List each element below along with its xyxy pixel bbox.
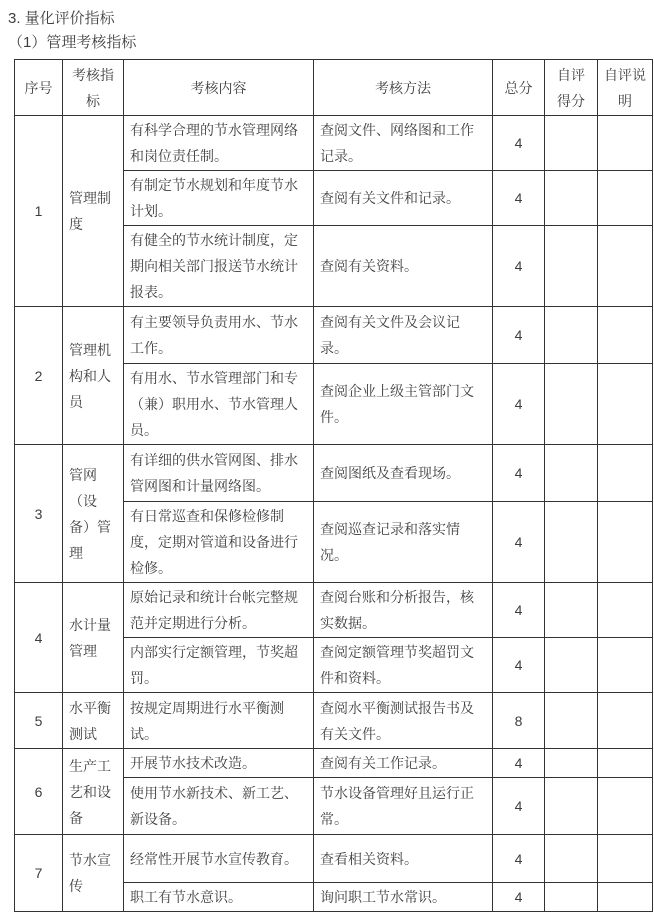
score-cell: 4: [493, 307, 545, 364]
indicator-cell: 生产工艺和设备: [63, 749, 124, 835]
self-note-cell: [598, 638, 653, 693]
self-note-cell: [598, 835, 653, 883]
content-cell: 内部实行定额管理，节奖超罚。: [124, 638, 314, 693]
content-cell: 开展节水技术改造。: [124, 749, 314, 778]
content-cell: 有用水、节水管理部门和专（兼）职用水、节水管理人员。: [124, 364, 314, 445]
content-cell: 使用节水新技术、新工艺、新设备。: [124, 778, 314, 835]
header-cell-indicator: 考核指标: [63, 60, 124, 116]
self-score-cell: [545, 171, 598, 226]
method-cell: 查阅图纸及查看现场。: [314, 445, 493, 502]
table-row: [15, 116, 653, 171]
self-note-cell: [598, 749, 653, 778]
method-cell: 查阅巡查记录和落实情况。: [314, 502, 493, 583]
score-cell: 4: [493, 226, 545, 307]
score-cell: 4: [493, 171, 545, 226]
score-cell: 4: [493, 778, 545, 835]
self-score-cell: [545, 364, 598, 445]
content-cell: 职工有节水意识。: [124, 883, 314, 912]
method-cell: 询问职工节水常识。: [314, 883, 493, 912]
indicator-cell: 管网（设备）管理: [63, 445, 124, 583]
self-note-cell: [598, 502, 653, 583]
self-score-cell: [545, 835, 598, 883]
self-note-cell: [598, 778, 653, 835]
content-cell: 原始记录和统计台帐完整规范并定期进行分析。: [124, 583, 314, 638]
content-cell: 有日常巡查和保修检修制度，定期对管道和设备进行检修。: [124, 502, 314, 583]
self-note-cell: [598, 693, 653, 749]
self-score-cell: [545, 226, 598, 307]
self-score-cell: [545, 638, 598, 693]
table-row: [15, 445, 653, 502]
table-header-row: [15, 60, 653, 116]
header-cell-score: 总分: [493, 60, 545, 116]
self-note-cell: [598, 883, 653, 912]
indicator-cell: 管理机构和人员: [63, 307, 124, 445]
assessment-table: [14, 59, 653, 912]
score-cell: 4: [493, 638, 545, 693]
method-cell: 查阅有关文件和记录。: [314, 171, 493, 226]
indicator-cell: 管理制度: [63, 116, 124, 307]
content-cell: 有详细的供水管网图、排水管网图和计量网络图。: [124, 445, 314, 502]
score-cell: 4: [493, 445, 545, 502]
method-cell: 查阅文件、网络图和工作记录。: [314, 116, 493, 171]
self-note-cell: [598, 116, 653, 171]
score-cell: 4: [493, 364, 545, 445]
self-score-cell: [545, 445, 598, 502]
score-cell: 4: [493, 835, 545, 883]
self-score-cell: [545, 502, 598, 583]
indicator-cell: 水计量管理: [63, 583, 124, 693]
score-cell: 4: [493, 583, 545, 638]
self-note-cell: [598, 226, 653, 307]
table-row: [15, 835, 653, 883]
header-cell-method: 考核方法: [314, 60, 493, 116]
self-note-cell: [598, 364, 653, 445]
self-score-cell: [545, 583, 598, 638]
method-cell: 查阅水平衡测试报告书及有关文件。: [314, 693, 493, 749]
header-cell-no: 序号: [15, 60, 63, 116]
method-cell: 查阅有关工作记录。: [314, 749, 493, 778]
self-note-cell: [598, 171, 653, 226]
content-cell: 有主要领导负责用水、节水工作。: [124, 307, 314, 364]
score-cell: 4: [493, 502, 545, 583]
header-cell-content: 考核内容: [124, 60, 314, 116]
indicator-cell: 节水宣传: [63, 835, 124, 912]
self-note-cell: [598, 583, 653, 638]
table-row: [15, 307, 653, 364]
content-cell: 经常性开展节水宣传教育。: [124, 835, 314, 883]
method-cell: 查阅定额管理节奖超罚文件和资料。: [314, 638, 493, 693]
method-cell: 查阅有关文件及会议记录。: [314, 307, 493, 364]
table-row: [15, 583, 653, 638]
row-number-cell: 7: [15, 835, 63, 912]
self-score-cell: [545, 116, 598, 171]
row-number-cell: 4: [15, 583, 63, 693]
score-cell: 4: [493, 116, 545, 171]
method-cell: 查阅企业上级主管部门文件。: [314, 364, 493, 445]
table-row: [15, 693, 653, 749]
header-cell-self-note: 自评说明: [598, 60, 653, 116]
score-cell: 4: [493, 883, 545, 912]
row-number-cell: 2: [15, 307, 63, 445]
self-score-cell: [545, 693, 598, 749]
content-cell: 有科学合理的节水管理网络和岗位责任制。: [124, 116, 314, 171]
self-score-cell: [545, 778, 598, 835]
self-score-cell: [545, 749, 598, 778]
score-cell: 8: [493, 693, 545, 749]
content-cell: 有健全的节水统计制度，定期向相关部门报送节水统计报表。: [124, 226, 314, 307]
row-number-cell: 3: [15, 445, 63, 583]
row-number-cell: 5: [15, 693, 63, 749]
self-note-cell: [598, 307, 653, 364]
self-note-cell: [598, 445, 653, 502]
content-cell: 有制定节水规划和年度节水计划。: [124, 171, 314, 226]
row-number-cell: 6: [15, 749, 63, 835]
section-subtitle: （1）管理考核指标: [8, 34, 137, 51]
method-cell: 查阅有关资料。: [314, 226, 493, 307]
score-cell: 4: [493, 749, 545, 778]
page-title: 3. 量化评价指标: [8, 10, 115, 27]
method-cell: 查阅台账和分析报告，核实数据。: [314, 583, 493, 638]
self-score-cell: [545, 307, 598, 364]
header-cell-self-score: 自评得分: [545, 60, 598, 116]
table-row: [15, 749, 653, 778]
method-cell: 节水设备管理好且运行正常。: [314, 778, 493, 835]
method-cell: 查看相关资料。: [314, 835, 493, 883]
self-score-cell: [545, 883, 598, 912]
indicator-cell: 水平衡测试: [63, 693, 124, 749]
content-cell: 按规定周期进行水平衡测试。: [124, 693, 314, 749]
row-number-cell: 1: [15, 116, 63, 307]
